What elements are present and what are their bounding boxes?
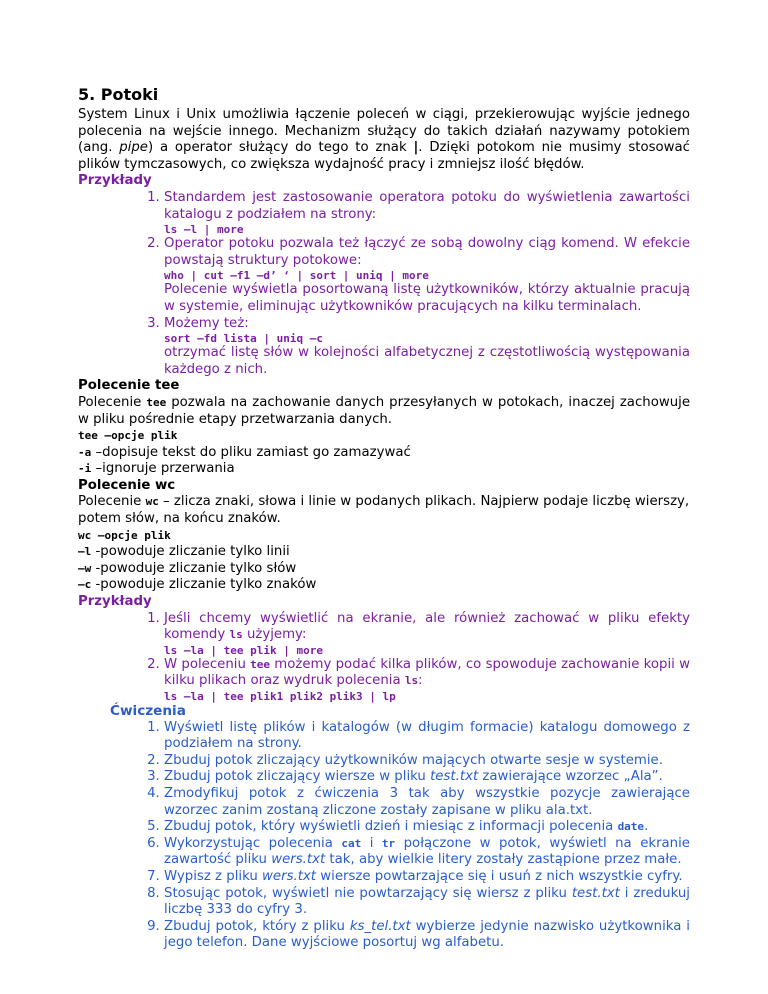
- exercise-text: Wykorzystując polecenia: [164, 835, 342, 851]
- intro-text-a: System Linux i Unix umożliwia łączenie poleceń w ciągi, przekierowując wyjście jednego polecenia na wejście innego. Mechanizm służący do takich działań nazywamy potokiem (ang.: [78, 107, 690, 156]
- exercise-text: i: [361, 835, 382, 851]
- example-code: ls –l | more: [164, 223, 244, 237]
- example-item: [164, 236, 690, 315]
- example-text-a: Jeśli chcemy wyświetlić na ekranie, ale również zachować w pliku efekty komendy: [164, 610, 690, 643]
- exercises-heading: Ćwiczenia: [110, 703, 186, 719]
- option-flag: -i: [78, 462, 92, 476]
- tee-cmd: tee: [146, 395, 167, 409]
- example-explanation: Polecenie wyświetla posortowaną listę użytkowników, którzy aktualnie pracują w systemie, eliminując użytkowników pracujących na kilku terminalach.: [164, 282, 690, 314]
- example-cmd-2: ls: [404, 674, 419, 688]
- exercise-item: [164, 919, 690, 952]
- example-item: [164, 316, 690, 379]
- exercise-text: Zbuduj potok, który wyświetli dzień i miesiąc z informacji polecenia: [164, 819, 618, 835]
- section-title: 5. Potoki: [78, 85, 159, 104]
- exercise-text: zawierające wzorzec „Ala”.: [478, 769, 663, 785]
- exercise-text: Wyświetl listę plików i katalogów (w długim formacie) katalogu domowego z podziałem na strony.: [164, 719, 690, 752]
- example-code: who | cut –f1 –d’ ‘ | sort | uniq | more: [164, 269, 429, 283]
- exercise-filename: test.txt: [430, 769, 479, 785]
- exercise-text: Zbuduj potok zliczający wiersze w pliku: [164, 769, 431, 785]
- wc-option: [78, 561, 690, 578]
- tee-desc-a: Polecenie: [78, 394, 147, 410]
- option-desc: –ignoruje przerwania: [91, 461, 235, 477]
- exercise-item: [164, 769, 690, 786]
- exercise-cmd: date: [617, 820, 645, 834]
- exercise-text: i zredukuj liczbę 333 do cyfry 3.: [164, 885, 690, 918]
- wc-heading: Polecenie wc: [78, 477, 176, 493]
- intro-text-c: . Dzięki potokom nie musimy stosować plików tymczasowych, co zwiększa wydajność pracy i zmniejsz ilość błędów.: [78, 140, 690, 172]
- document-page: [78, 85, 690, 952]
- wc-option: [78, 544, 690, 561]
- example-cmd: tee: [250, 657, 271, 671]
- exercise-item: [164, 886, 690, 919]
- option-flag: –c: [78, 578, 92, 592]
- examples-heading-1: Przykłady: [78, 173, 152, 189]
- option-flag: –w: [78, 561, 92, 575]
- tee-desc-b: pozwala na zachowanie danych przesyłanych w potokach, inaczej zachowuje w pliku pośrednie etapy przetwarzania danych.: [78, 394, 691, 427]
- wc-syntax: wc –opcje plik: [78, 528, 171, 542]
- intro-text-b: ) a operator służący do tego to znak: [148, 140, 414, 156]
- example-code: ls –la | tee plik1 plik2 plik3 | lp: [164, 690, 396, 703]
- wc-cmd: wc: [145, 495, 159, 509]
- exercise-cmd: tr: [381, 836, 396, 850]
- wc-description: [78, 494, 690, 527]
- exercise-item: [164, 869, 690, 886]
- tee-heading: Polecenie tee: [78, 378, 180, 394]
- example-explanation: otrzymać listę słów w kolejności alfabetycznej z częstotliwością występowania każdego z nich.: [164, 345, 690, 377]
- exercise-text: Zbuduj potok, który z pliku: [164, 918, 350, 934]
- exercise-text: tak, aby wielkie litery zostały zastąpione przez małe.: [325, 852, 682, 868]
- option-desc: -powoduje zliczanie tylko słów: [91, 560, 297, 576]
- exercise-text: Wypisz z pliku: [164, 868, 263, 884]
- example-code: sort –fd lista | uniq –c: [164, 332, 323, 346]
- examples-heading-2: Przykłady: [78, 594, 152, 610]
- exercises-list: [78, 720, 690, 952]
- option-desc: -powoduje zliczanie tylko znaków: [91, 577, 317, 593]
- example-item: [164, 190, 690, 236]
- exercise-filename: test.txt: [571, 885, 620, 901]
- example-text: Standardem jest zastosowanie operatora potoku do wyświetlenia zawartości katalogu z podziałem na strony:: [164, 189, 690, 222]
- exercise-item: [164, 836, 690, 869]
- example-cmd: ls: [229, 628, 243, 642]
- example-text: Operator potoku pozwala też łączyć ze sobą dowolny ciąg komend. W efekcie powstają struktury potokowe:: [164, 236, 690, 268]
- exercise-filename: wers.txt: [262, 868, 317, 884]
- exercise-item: [164, 720, 690, 753]
- example-text: Możemy też:: [164, 315, 249, 331]
- example-text-b: użyjemy:: [242, 627, 307, 643]
- intro-pipe-char: |: [413, 140, 419, 156]
- examples-list-1: [78, 190, 690, 378]
- example-text-b: możemy podać kilka plików, co spowoduje zachowanie kopii w kilku plikach oraz wydruk polecenia: [164, 656, 690, 689]
- wc-desc-a: Polecenie: [78, 494, 146, 510]
- wc-option: [78, 577, 690, 594]
- exercise-text: wybierze jedynie nazwisko użytkownika i jego telefon. Dane wyjściowe posortuj wg alfabetu.: [164, 918, 690, 951]
- wc-desc-b: – zlicza znaki, słowa i linie w podanych plikach. Najpierw podaje liczbę wierszy, potem słów, na końcu znaków.: [78, 494, 690, 527]
- exercise-text: Stosując potok, wyświetl nie powtarzający się wiersz z pliku: [164, 885, 572, 901]
- example-text-c: :: [418, 673, 423, 689]
- exercise-text: Zmodyfikuj potok z ćwiczenia 3 tak aby wszystkie pozycje zawierające wzorzec zanim zostaną zliczone zostały zapisane w pliku ala.txt.: [164, 785, 690, 818]
- intro-paragraph: [78, 107, 690, 173]
- exercise-text: wiersze powtarzające się i usuń z nich wszystkie cyfry.: [316, 868, 683, 884]
- exercise-item: [164, 786, 690, 819]
- tee-description: [78, 395, 690, 428]
- exercise-text: połączone w potok, wyświetl na ekranie zawartość pliku: [164, 835, 690, 868]
- option-desc: -powoduje zliczanie tylko linii: [91, 544, 290, 560]
- example-item: [164, 611, 690, 657]
- tee-option: [78, 461, 690, 478]
- option-desc: –dopisuje tekst do pliku zamiast go zamazywać: [91, 444, 411, 460]
- tee-syntax: tee –opcje plik: [78, 429, 178, 443]
- intro-pipe-term: pipe: [119, 140, 148, 156]
- examples-list-2: [78, 611, 690, 703]
- tee-option: [78, 445, 690, 462]
- option-flag: -a: [78, 445, 92, 459]
- example-code: ls –la | tee plik | more: [164, 643, 323, 657]
- exercise-text: Zbuduj potok zliczający użytkowników mających otwarte sesje w systemie.: [164, 752, 663, 768]
- option-flag: –l: [78, 545, 92, 559]
- exercise-filename: ks_tel.txt: [349, 918, 411, 934]
- example-text-a: W poleceniu: [164, 656, 251, 672]
- exercise-filename: wers.txt: [271, 852, 326, 868]
- exercise-item: [164, 753, 690, 770]
- exercise-cmd: cat: [341, 836, 362, 850]
- example-item: [164, 657, 690, 703]
- exercise-item: [164, 819, 690, 836]
- exercise-text: .: [644, 819, 649, 835]
